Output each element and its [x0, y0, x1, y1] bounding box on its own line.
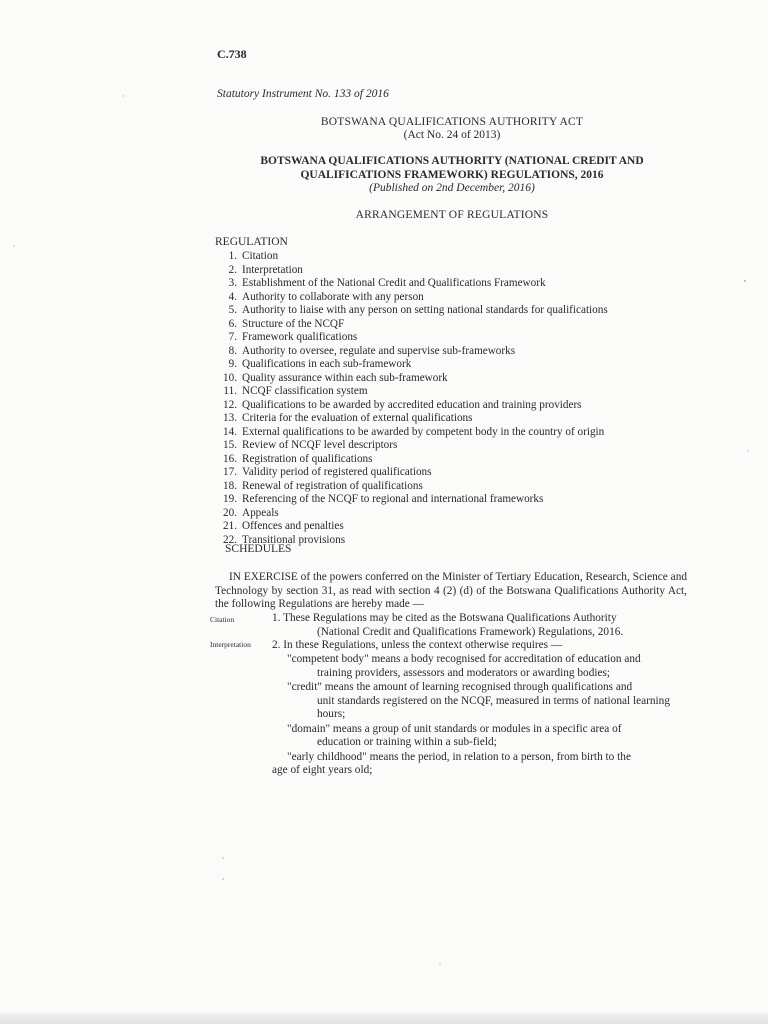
list-item: 6. Structure of the NCQF [228, 317, 345, 330]
definition-item: "competent body" means a body recognised for accreditation of education and training providers, assessors and moderators or awarding bodies; [287, 653, 641, 679]
list-item: 12. Qualifications to be awarded by accredited education and training providers [223, 398, 582, 411]
list-item: 8. Authority to oversee, regulate and supervise sub-frameworks [228, 344, 516, 357]
schedules-heading: SCHEDULES [225, 543, 292, 555]
regulation-1-line2: (National Credit and Qualifications Framework) Regulations, 2016. [317, 625, 624, 638]
regulation-heading: REGULATION [215, 236, 288, 248]
statutory-instrument-number: Statutory Instrument No. 133 of 2016 [217, 88, 389, 100]
list-item: 21. Offences and penalties [223, 520, 344, 532]
margin-note-interpretation: Interpretation [210, 640, 251, 649]
regulation-title-line2: QUALIFICATIONS FRAMEWORK) REGULATIONS, 2016 [300, 169, 604, 181]
list-item: 7. Framework qualifications [228, 331, 358, 343]
list-item: 20. Appeals [223, 506, 279, 519]
list-item: 17. Validity period of registered qualifications [223, 466, 432, 478]
preamble-paragraph: IN EXERCISE of the powers conferred on the Minister of Tertiary Education, Research, Science and Technology by section 31, as read with section 4 (2) (d) of the Botswana Qualifications Authority Act, the following Regulations are hereby made — [215, 571, 687, 610]
list-item: 5. Authority to liaise with any person on setting national standards for qualifications [228, 304, 608, 316]
publication-date: (Published on 2nd December, 2016) [369, 182, 535, 194]
list-item: 11. NCQF classification system [223, 385, 368, 397]
list-item: 1. Citation [228, 250, 279, 262]
list-item: 22. Transitional provisions [223, 533, 346, 546]
list-item: 18. Renewal of registration of qualifications [223, 479, 423, 492]
act-title: BOTSWANA QUALIFICATIONS AUTHORITY ACT [320, 116, 584, 128]
scan-bottom-edge [0, 1013, 768, 1024]
list-item: 19. Referencing of the NCQF to regional and international frameworks [223, 493, 544, 505]
margin-note-citation: Citation [210, 615, 235, 624]
list-item: 4. Authority to collaborate with any person [228, 290, 424, 303]
definition-item: "early childhood" means the period, in relation to a person, from birth to the age of eight years old; [272, 750, 631, 776]
regulation-title-line1: BOTSWANA QUALIFICATIONS AUTHORITY (NATIONAL CREDIT AND [260, 155, 644, 167]
list-item: 10. Quality assurance within each sub-framework [223, 371, 448, 384]
act-number: (Act No. 24 of 2013) [403, 129, 501, 141]
list-item: 9. Qualifications in each sub-framework [228, 358, 412, 370]
list-item: 14. External qualifications to be awarded by competent body in the country of origin [223, 425, 605, 438]
regulation-1-line1: 1. These Regulations may be cited as the Botswana Qualifications Authority [272, 612, 617, 624]
definition-item: "credit" means the amount of learning recognised through qualifications and unit standards registered on the NCQF, measured in terms of national learning hours; [287, 681, 670, 720]
arrangement-heading: ARRANGEMENT OF REGULATIONS [355, 209, 549, 221]
regulation-2-interpretation: 2. In these Regulations, unless the context otherwise requires — [272, 639, 563, 651]
list-item: 16. Registration of qualifications [223, 452, 373, 465]
definition-item: "domain" means a group of unit standards or modules in a specific area of education or training within a sub-field; [287, 722, 622, 748]
list-item: 3. Establishment of the National Credit and Qualifications Framework [228, 277, 546, 289]
list-item: 2. Interpretation [228, 263, 303, 276]
list-item: 15. Review of NCQF level descriptors [223, 439, 398, 451]
list-item: 13. Criteria for the evaluation of external qualifications [223, 412, 473, 424]
page-number: C.738 [217, 47, 247, 61]
